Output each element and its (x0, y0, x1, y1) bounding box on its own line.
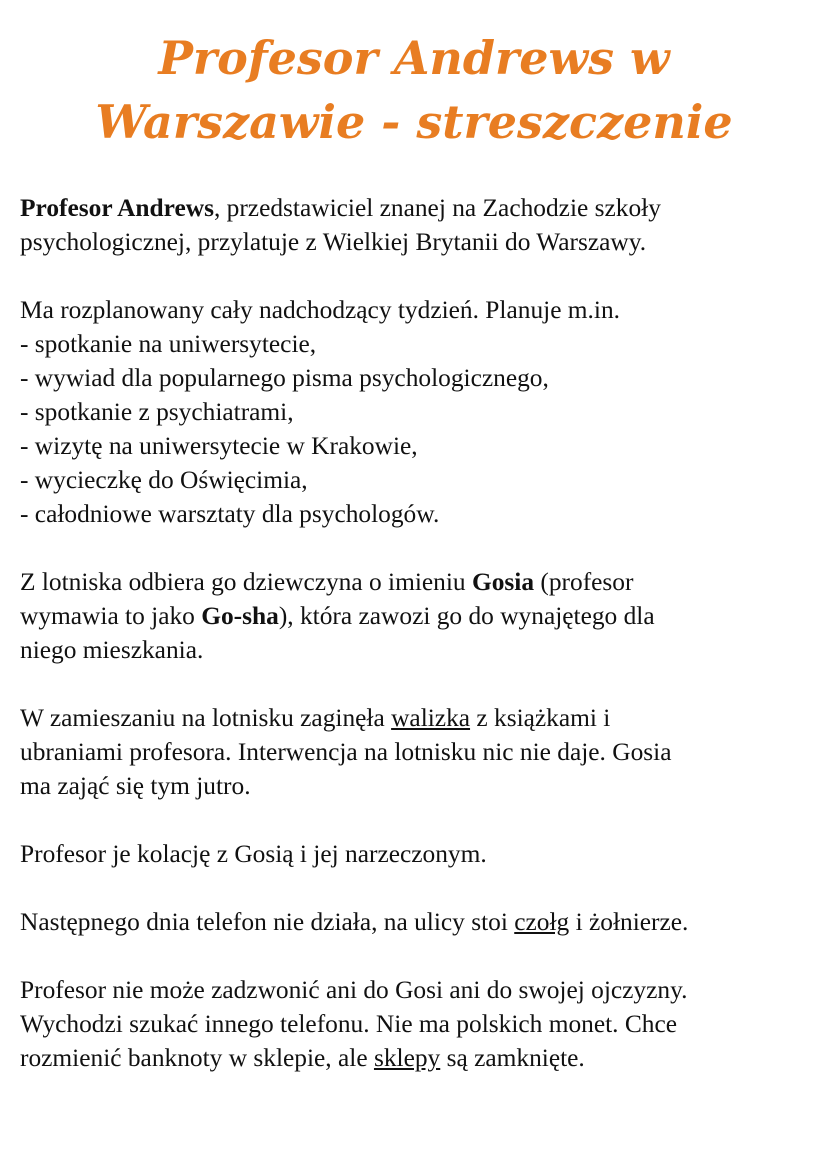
word-walizka: walizka (391, 704, 471, 732)
phone-line-3 (20, 1041, 820, 1075)
title-line-2: Warszawie - streszczenie (95, 95, 733, 149)
intro-line-2: psychologicznej, przylatuje z Wielkiej Brytanii do Warszawy. (20, 228, 647, 256)
name-gosha: Go-sha (201, 602, 279, 630)
intro-line-1 (20, 191, 820, 225)
plan-item: - całodniowe warsztaty dla psychologów. (20, 500, 440, 528)
airport-text-c: wymawia to jako (20, 602, 202, 630)
paragraph-dinner (20, 837, 820, 871)
phone-line-1: Profesor nie może zadzwonić ani do Gosi ani do swojej ojczyzny. (20, 976, 688, 1004)
next-day-line (20, 905, 820, 939)
airport-line-1 (20, 565, 820, 599)
word-sklepy: sklepy (373, 1044, 441, 1072)
airport-text-d: ), która zawozi go do wynajętego dla (278, 602, 655, 630)
plan-item: - wycieczkę do Oświęcimia, (20, 466, 308, 494)
suitcase-text-a: W zamieszaniu na lotnisku zaginęła (20, 704, 392, 732)
plan-intro: Ma rozplanowany cały nadchodzący tydzień. Planuje m.in. (20, 296, 621, 324)
summary-body (20, 191, 820, 1109)
phone-text-b: są zamknięte. (440, 1044, 585, 1072)
word-czolg: czołg (514, 908, 570, 936)
phone-text-a: rozmienić banknoty w sklepie, ale (20, 1044, 374, 1072)
phone-line-2: Wychodzi szukać innego telefonu. Nie ma polskich monet. Chce (20, 1010, 678, 1038)
airport-line-2 (20, 599, 820, 633)
paragraph-next-day (20, 905, 820, 939)
suitcase-line-3: ma zająć się tym jutro. (20, 772, 251, 800)
name-gosia: Gosia (471, 568, 535, 596)
next-day-text-b: i żołnierze. (569, 908, 689, 936)
title-line-1: Profesor Andrews w (158, 31, 670, 85)
intro-line-1-rest: , przedstawiciel znanej na Zachodzie szkoły (213, 194, 661, 222)
suitcase-line-2: ubraniami profesora. Interwencja na lotnisku nic nie daje. Gosia (20, 738, 672, 766)
suitcase-text-b: z książkami i (470, 704, 611, 732)
paragraph-phone (20, 973, 820, 1075)
paragraph-suitcase (20, 701, 820, 803)
plan-item: - spotkanie na uniwersytecie, (20, 330, 317, 358)
paragraph-airport (20, 565, 820, 667)
airport-line-3: niego mieszkania. (20, 636, 204, 664)
page-title (0, 26, 828, 154)
next-day-text-a: Następnego dnia telefon nie działa, na ulicy stoi (20, 908, 515, 936)
plan-item: - wywiad dla popularnego pisma psychologicznego, (20, 364, 549, 392)
plan-item: - wizytę na uniwersytecie w Krakowie, (20, 432, 418, 460)
airport-text-b: (profesor (534, 568, 634, 596)
airport-text-a: Z lotniska odbiera go dziewczyna o imieniu (20, 568, 472, 596)
suitcase-line-1 (20, 701, 820, 735)
paragraph-intro (20, 191, 820, 259)
plan-item: - spotkanie z psychiatrami, (20, 398, 294, 426)
dinner-line: Profesor je kolację z Gosią i jej narzeczonym. (20, 840, 487, 868)
professor-name: Profesor Andrews (20, 194, 214, 222)
paragraph-plan (20, 293, 820, 531)
